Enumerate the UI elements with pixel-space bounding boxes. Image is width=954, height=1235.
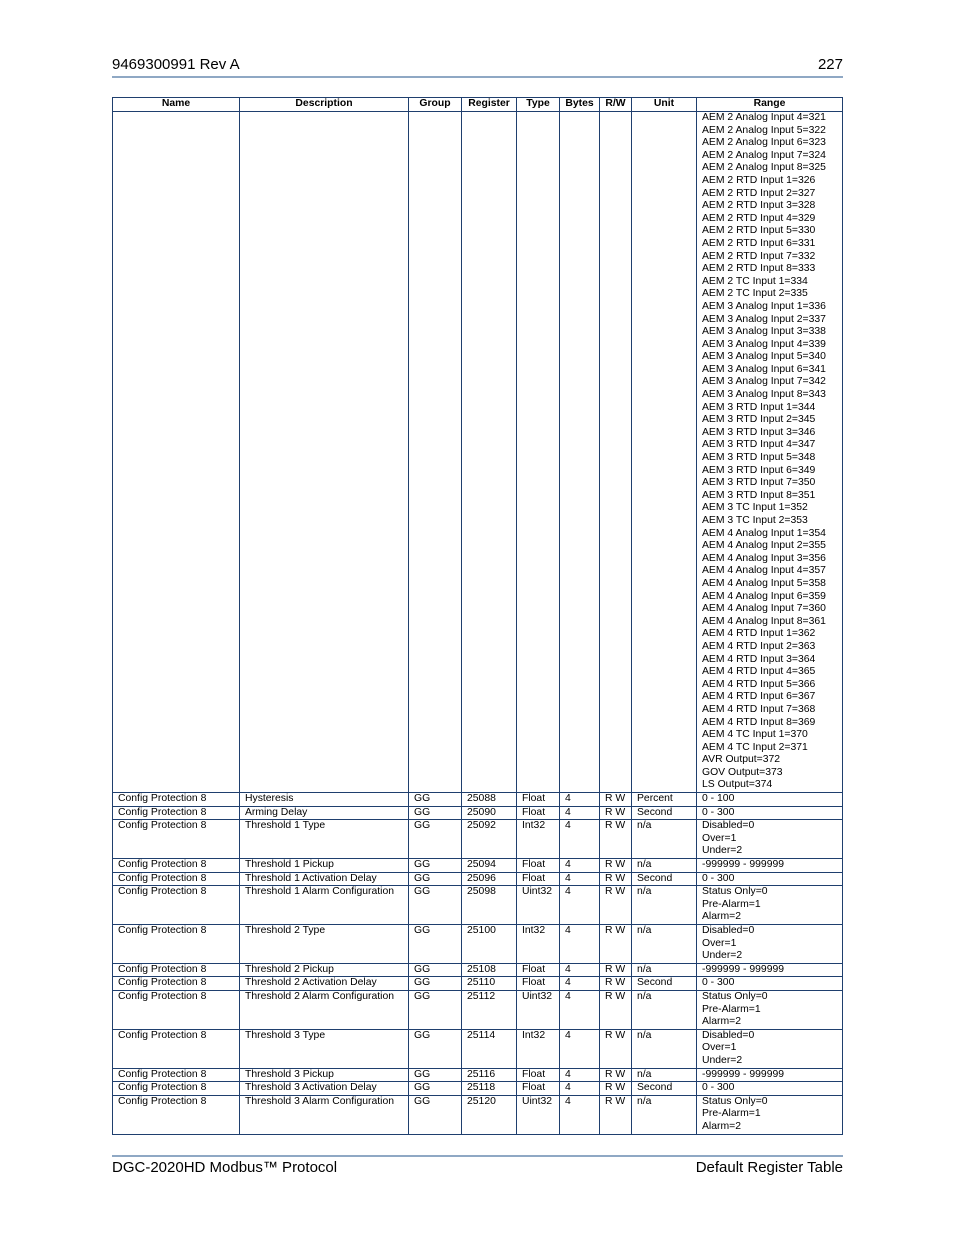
cell-range (697, 1029, 843, 1068)
cell-group: GG (409, 859, 462, 873)
range-line: AEM 3 Analog Input 5=340 (702, 351, 826, 363)
cell-group: GG (409, 977, 462, 991)
cell-unit: n/a (632, 963, 697, 977)
cell-name: Config Protection 8 (113, 1095, 240, 1134)
cell-bytes: 4 (560, 1068, 600, 1082)
cell-register: 25114 (462, 1029, 517, 1068)
cell-rw: R W (600, 977, 632, 991)
range-line: AEM 3 Analog Input 3=338 (702, 326, 826, 338)
cell-group: GG (409, 925, 462, 964)
cell-type: Int32 (517, 925, 560, 964)
cell-group: GG (409, 990, 462, 1029)
cell-type: Int32 (517, 1029, 560, 1068)
table-cell (240, 112, 409, 793)
cell-group: GG (409, 886, 462, 925)
range-cell (697, 112, 843, 793)
range-line: Alarm=2 (702, 1120, 741, 1132)
cell-description: Arming Delay (240, 806, 409, 820)
page-footer (112, 1159, 843, 1179)
range-line: 0 - 300 (702, 806, 735, 818)
cell-range (697, 963, 843, 977)
cell-bytes: 4 (560, 1029, 600, 1068)
cell-range (697, 977, 843, 991)
cell-group: GG (409, 1082, 462, 1096)
range-line: AEM 3 RTD Input 4=347 (702, 439, 816, 451)
range-line: Alarm=2 (702, 1016, 741, 1028)
cell-name: Config Protection 8 (113, 990, 240, 1029)
cell-bytes: 4 (560, 872, 600, 886)
cell-range (697, 859, 843, 873)
cell-description: Threshold 3 Pickup (240, 1068, 409, 1082)
cell-rw: R W (600, 925, 632, 964)
table-row (113, 886, 843, 925)
cell-unit: n/a (632, 1068, 697, 1082)
cell-range (697, 1068, 843, 1082)
range-line: AEM 4 RTD Input 5=366 (702, 678, 816, 690)
range-line: AEM 4 RTD Input 1=362 (702, 628, 816, 640)
range-line: Disabled=0 (702, 820, 755, 832)
range-line: AEM 4 Analog Input 2=355 (702, 540, 826, 552)
section-title: Default Register Table (695, 1159, 843, 1176)
range-line: AEM 4 TC Input 1=370 (702, 729, 808, 741)
table-row (113, 1095, 843, 1134)
column-header: Description (240, 98, 409, 112)
cell-rw: R W (600, 886, 632, 925)
cell-type: Float (517, 793, 560, 807)
cell-description: Threshold 3 Type (240, 1029, 409, 1068)
cell-unit: n/a (632, 886, 697, 925)
range-line: AEM 4 Analog Input 8=361 (702, 615, 826, 627)
table-row (113, 990, 843, 1029)
cell-bytes: 4 (560, 820, 600, 859)
cell-register: 25092 (462, 820, 517, 859)
cell-rw: R W (600, 963, 632, 977)
table-cell (560, 112, 600, 793)
cell-description: Threshold 1 Activation Delay (240, 872, 409, 886)
cell-register: 25090 (462, 806, 517, 820)
register-table (112, 97, 843, 1135)
cell-rw: R W (600, 1068, 632, 1082)
table-body (113, 112, 843, 1135)
cell-group: GG (409, 820, 462, 859)
cell-type: Float (517, 1068, 560, 1082)
range-line: Pre-Alarm=1 (702, 898, 761, 910)
range-line: AEM 4 TC Input 2=371 (702, 741, 808, 753)
cell-unit: Second (632, 1082, 697, 1096)
range-line: Disabled=0 (702, 1029, 755, 1041)
range-line: AEM 3 Analog Input 7=342 (702, 376, 826, 388)
range-line: AEM 3 RTD Input 5=348 (702, 452, 816, 464)
cell-register: 25094 (462, 859, 517, 873)
cell-name: Config Protection 8 (113, 806, 240, 820)
cell-bytes: 4 (560, 806, 600, 820)
range-line: GOV Output=373 (702, 766, 783, 778)
range-line: Over=1 (702, 937, 737, 949)
range-line: AEM 2 RTD Input 1=326 (702, 174, 816, 186)
range-line: AEM 2 TC Input 1=334 (702, 275, 808, 287)
cell-description: Threshold 1 Pickup (240, 859, 409, 873)
cell-unit: Second (632, 872, 697, 886)
table-header-row (113, 98, 843, 112)
table-row (113, 977, 843, 991)
range-line: AEM 4 Analog Input 7=360 (702, 603, 826, 615)
cell-register: 25110 (462, 977, 517, 991)
range-line: AEM 3 RTD Input 6=349 (702, 464, 816, 476)
cell-bytes: 4 (560, 963, 600, 977)
cell-register: 25118 (462, 1082, 517, 1096)
cell-type: Uint32 (517, 990, 560, 1029)
cell-range (697, 793, 843, 807)
range-line: AEM 3 RTD Input 3=346 (702, 426, 816, 438)
page-header (112, 56, 843, 76)
table-row (113, 1029, 843, 1068)
cell-type: Float (517, 872, 560, 886)
column-header: Unit (632, 98, 697, 112)
cell-name: Config Protection 8 (113, 793, 240, 807)
range-line: AEM 3 RTD Input 1=344 (702, 401, 816, 413)
cell-unit: n/a (632, 859, 697, 873)
cell-description: Hysteresis (240, 793, 409, 807)
cell-description: Threshold 1 Type (240, 820, 409, 859)
range-line: 0 - 100 (702, 793, 735, 805)
table-row (113, 872, 843, 886)
cell-range (697, 886, 843, 925)
cell-type: Float (517, 977, 560, 991)
range-line: AEM 4 Analog Input 6=359 (702, 590, 826, 602)
range-line: Under=2 (702, 1054, 743, 1066)
range-line: AEM 4 RTD Input 2=363 (702, 640, 816, 652)
cell-rw: R W (600, 859, 632, 873)
cell-bytes: 4 (560, 1082, 600, 1096)
range-line: AEM 2 Analog Input 4=321 (702, 112, 826, 123)
range-line: AEM 3 Analog Input 2=337 (702, 313, 826, 325)
cell-unit: n/a (632, 1095, 697, 1134)
cell-register: 25100 (462, 925, 517, 964)
cell-unit: n/a (632, 925, 697, 964)
table-cell (462, 112, 517, 793)
cell-register: 25088 (462, 793, 517, 807)
cell-name: Config Protection 8 (113, 859, 240, 873)
cell-description: Threshold 3 Alarm Configuration (240, 1095, 409, 1134)
cell-name: Config Protection 8 (113, 872, 240, 886)
cell-range (697, 872, 843, 886)
range-line: AEM 3 TC Input 1=352 (702, 502, 808, 514)
cell-group: GG (409, 872, 462, 886)
table-row (113, 793, 843, 807)
cell-range (697, 1082, 843, 1096)
cell-bytes: 4 (560, 886, 600, 925)
header-rule (112, 76, 843, 78)
cell-description: Threshold 1 Alarm Configuration (240, 886, 409, 925)
range-line: Pre-Alarm=1 (702, 1003, 761, 1015)
range-line: 0 - 300 (702, 1082, 735, 1094)
cell-rw: R W (600, 1029, 632, 1068)
range-line: 0 - 300 (702, 977, 735, 989)
column-header: Group (409, 98, 462, 112)
cell-group: GG (409, 1029, 462, 1068)
table-cell (600, 112, 632, 793)
footer-rule (112, 1155, 843, 1157)
cell-bytes: 4 (560, 793, 600, 807)
range-line: AEM 3 Analog Input 8=343 (702, 389, 826, 401)
cell-range (697, 820, 843, 859)
cell-type: Float (517, 1082, 560, 1096)
cell-rw: R W (600, 872, 632, 886)
table-row (113, 806, 843, 820)
cell-description: Threshold 2 Alarm Configuration (240, 990, 409, 1029)
table-row (113, 963, 843, 977)
cell-group: GG (409, 793, 462, 807)
range-line: AEM 4 Analog Input 4=357 (702, 565, 826, 577)
range-line: AEM 2 RTD Input 2=327 (702, 187, 816, 199)
table-cell (517, 112, 560, 793)
range-line: AEM 2 RTD Input 8=333 (702, 263, 816, 275)
range-line: Under=2 (702, 845, 743, 857)
range-line: Over=1 (702, 832, 737, 844)
cell-group: GG (409, 1068, 462, 1082)
document-number: 9469300991 Rev A (112, 56, 240, 73)
range-line: AEM 4 RTD Input 8=369 (702, 716, 816, 728)
range-line: AEM 4 RTD Input 4=365 (702, 666, 816, 678)
cell-name: Config Protection 8 (113, 925, 240, 964)
range-line: Over=1 (702, 1042, 737, 1054)
cell-register: 25116 (462, 1068, 517, 1082)
cell-bytes: 4 (560, 925, 600, 964)
cell-name: Config Protection 8 (113, 1029, 240, 1068)
cell-name: Config Protection 8 (113, 1068, 240, 1082)
cell-group: GG (409, 963, 462, 977)
document-title: DGC-2020HD Modbus™ Protocol (112, 1159, 338, 1176)
range-line: AEM 3 TC Input 2=353 (702, 515, 808, 526)
column-header: Range (697, 98, 843, 112)
range-line: AEM 3 Analog Input 6=341 (702, 363, 826, 375)
cell-register: 25098 (462, 886, 517, 925)
range-line: AEM 3 RTD Input 2=345 (702, 414, 816, 426)
cell-register: 25120 (462, 1095, 517, 1134)
range-line: 0 - 300 (702, 872, 735, 884)
range-line: -999999 - 999999 (702, 963, 785, 975)
range-line: AEM 2 RTD Input 7=332 (702, 250, 816, 262)
range-line: LS Output=374 (702, 779, 773, 791)
column-header: R/W (600, 98, 632, 112)
cell-name: Config Protection 8 (113, 963, 240, 977)
cell-type: Float (517, 963, 560, 977)
range-line: AEM 3 Analog Input 4=339 (702, 338, 826, 350)
range-line: AEM 4 Analog Input 5=358 (702, 577, 826, 589)
page-number: 227 (817, 56, 843, 73)
column-header: Type (517, 98, 560, 112)
cell-register: 25112 (462, 990, 517, 1029)
cell-bytes: 4 (560, 977, 600, 991)
column-header: Bytes (560, 98, 600, 112)
cell-type: Uint32 (517, 1095, 560, 1134)
cell-unit: Percent (632, 793, 697, 807)
range-line: AEM 2 Analog Input 7=324 (702, 149, 826, 161)
range-line: Status Only=0 (702, 1095, 768, 1107)
range-line: Under=2 (702, 950, 743, 962)
range-line: AEM 2 RTD Input 5=330 (702, 225, 816, 237)
range-line: AEM 2 Analog Input 6=323 (702, 137, 826, 149)
range-line: AEM 3 Analog Input 1=336 (702, 300, 826, 312)
range-line: Status Only=0 (702, 990, 768, 1002)
cell-rw: R W (600, 1095, 632, 1134)
cell-description: Threshold 2 Type (240, 925, 409, 964)
cell-bytes: 4 (560, 1095, 600, 1134)
cell-range (697, 806, 843, 820)
cell-type: Float (517, 806, 560, 820)
cell-description: Threshold 2 Activation Delay (240, 977, 409, 991)
cell-unit: Second (632, 806, 697, 820)
cell-register: 25108 (462, 963, 517, 977)
table-cell (113, 112, 240, 793)
cell-group: GG (409, 806, 462, 820)
cell-name: Config Protection 8 (113, 977, 240, 991)
range-line: -999999 - 999999 (702, 1068, 785, 1080)
column-header: Register (462, 98, 517, 112)
cell-description: Threshold 2 Pickup (240, 963, 409, 977)
cell-rw: R W (600, 1082, 632, 1096)
range-line: -999999 - 999999 (702, 859, 785, 871)
range-line: AVR Output=372 (702, 754, 781, 766)
range-line: AEM 4 RTD Input 7=368 (702, 703, 816, 715)
cell-register: 25096 (462, 872, 517, 886)
cell-range (697, 990, 843, 1029)
range-line: Status Only=0 (702, 886, 768, 898)
cell-unit: Second (632, 977, 697, 991)
cell-unit: n/a (632, 820, 697, 859)
table-cell (632, 112, 697, 793)
range-line: AEM 4 RTD Input 6=367 (702, 691, 816, 703)
cell-bytes: 4 (560, 990, 600, 1029)
cell-group: GG (409, 1095, 462, 1134)
cell-unit: n/a (632, 990, 697, 1029)
range-line: AEM 2 RTD Input 4=329 (702, 212, 816, 224)
range-line: Pre-Alarm=1 (702, 1108, 761, 1120)
cell-type: Float (517, 859, 560, 873)
table-cell (409, 112, 462, 793)
range-line: AEM 3 RTD Input 7=350 (702, 477, 816, 489)
range-line: AEM 2 Analog Input 5=322 (702, 124, 826, 136)
range-line: AEM 2 RTD Input 3=328 (702, 200, 816, 212)
cell-name: Config Protection 8 (113, 1082, 240, 1096)
cell-range (697, 1095, 843, 1134)
range-line: AEM 2 RTD Input 6=331 (702, 237, 816, 249)
range-line: AEM 4 Analog Input 3=356 (702, 552, 826, 564)
continuation-row (113, 112, 843, 793)
range-line: AEM 2 Analog Input 8=325 (702, 162, 826, 174)
range-line: AEM 3 RTD Input 8=351 (702, 489, 816, 501)
table-row (113, 1068, 843, 1082)
range-line: Disabled=0 (702, 925, 755, 936)
table-row (113, 859, 843, 873)
cell-range (697, 925, 843, 964)
cell-name: Config Protection 8 (113, 820, 240, 859)
range-line: AEM 4 Analog Input 1=354 (702, 527, 826, 539)
range-line: AEM 4 RTD Input 3=364 (702, 653, 816, 665)
table-row (113, 1082, 843, 1096)
cell-type: Int32 (517, 820, 560, 859)
cell-name: Config Protection 8 (113, 886, 240, 925)
cell-rw: R W (600, 806, 632, 820)
cell-unit: n/a (632, 1029, 697, 1068)
range-line: AEM 2 TC Input 2=335 (702, 288, 808, 300)
range-line: Alarm=2 (702, 911, 741, 923)
cell-rw: R W (600, 990, 632, 1029)
column-header: Name (113, 98, 240, 112)
table-row (113, 820, 843, 859)
table-row (113, 925, 843, 964)
cell-bytes: 4 (560, 859, 600, 873)
cell-description: Threshold 3 Activation Delay (240, 1082, 409, 1096)
cell-rw: R W (600, 793, 632, 807)
cell-type: Uint32 (517, 886, 560, 925)
cell-rw: R W (600, 820, 632, 859)
